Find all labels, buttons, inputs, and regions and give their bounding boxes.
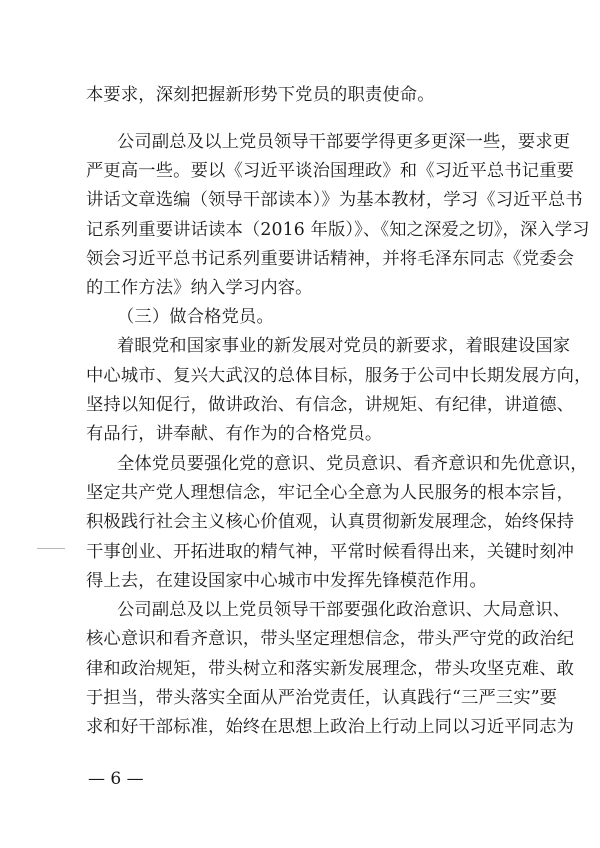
text-line: 核心意识和看齐意识，带头坚定理想信念，带头严守党的政治纪	[86, 629, 575, 649]
text-line: 得上去，在建设国家中心城市中发挥先锋模范作用。	[86, 571, 487, 591]
text-line: 积极践行社会主义核心价值观，认真贯彻新发展理念，始终保持	[86, 512, 575, 532]
text-line: 全体党员要强化党的意识、党员意识、看齐意识和先优意识，	[117, 454, 588, 474]
text-line: 着眼党和国家事业的新发展对党员的新要求，着眼建设国家	[117, 336, 571, 356]
text-line: 律和政治规矩，带头树立和落实新发展理念，带头攻坚克难、敢	[86, 659, 575, 679]
text-line: 公司副总及以上党员领导干部要学得更多更深一些，要求更	[117, 132, 571, 152]
text-line: 坚持以知促行，做讲政治、有信念，讲规矩、有纪律，讲道德、	[86, 395, 575, 415]
text-line: 的工作方法》纳入学习内容。	[86, 278, 313, 298]
page-number: — 6 —	[88, 769, 144, 789]
text-line: 有品行，讲奉献、有作为的合格党员。	[86, 424, 383, 444]
text-line: 中心城市、复兴大武汉的总体目标，服务于公司中长期发展方向，	[86, 366, 592, 386]
text-line: 干事创业、开拓进取的精气神，平常时候看得出来，关键时刻冲	[86, 542, 575, 562]
section-heading: （三）做合格党员。	[117, 307, 274, 327]
scan-mark	[37, 548, 65, 549]
text-line: 本要求，深刻把握新形势下党员的职责使命。	[86, 85, 435, 105]
text-line: 于担当，带头落实全面从严治党责任，认真践行“三严三实”要	[86, 688, 558, 708]
text-line: 求和好干部标准，始终在思想上政治上行动上同以习近平同志为	[86, 717, 575, 737]
text-line: 讲话文章选编（领导干部读本）》为基本教材，学习《习近平总书	[86, 190, 583, 210]
text-line: 严更高一些。要以《习近平谈治国理政》和《习近平总书记重要	[86, 161, 575, 181]
text-line: 公司副总及以上党员领导干部要强化政治意识、大局意识、	[117, 600, 571, 620]
text-line: 记系列重要讲话读本（2016 年版）》、《知之深爱之切》，深入学习	[86, 220, 590, 240]
text-line: 坚定共产党人理想信念，牢记全心全意为人民服务的根本宗旨，	[86, 483, 575, 503]
text-line: 领会习近平总书记系列重要讲话精神，并将毛泽东同志《党委会	[86, 249, 575, 269]
